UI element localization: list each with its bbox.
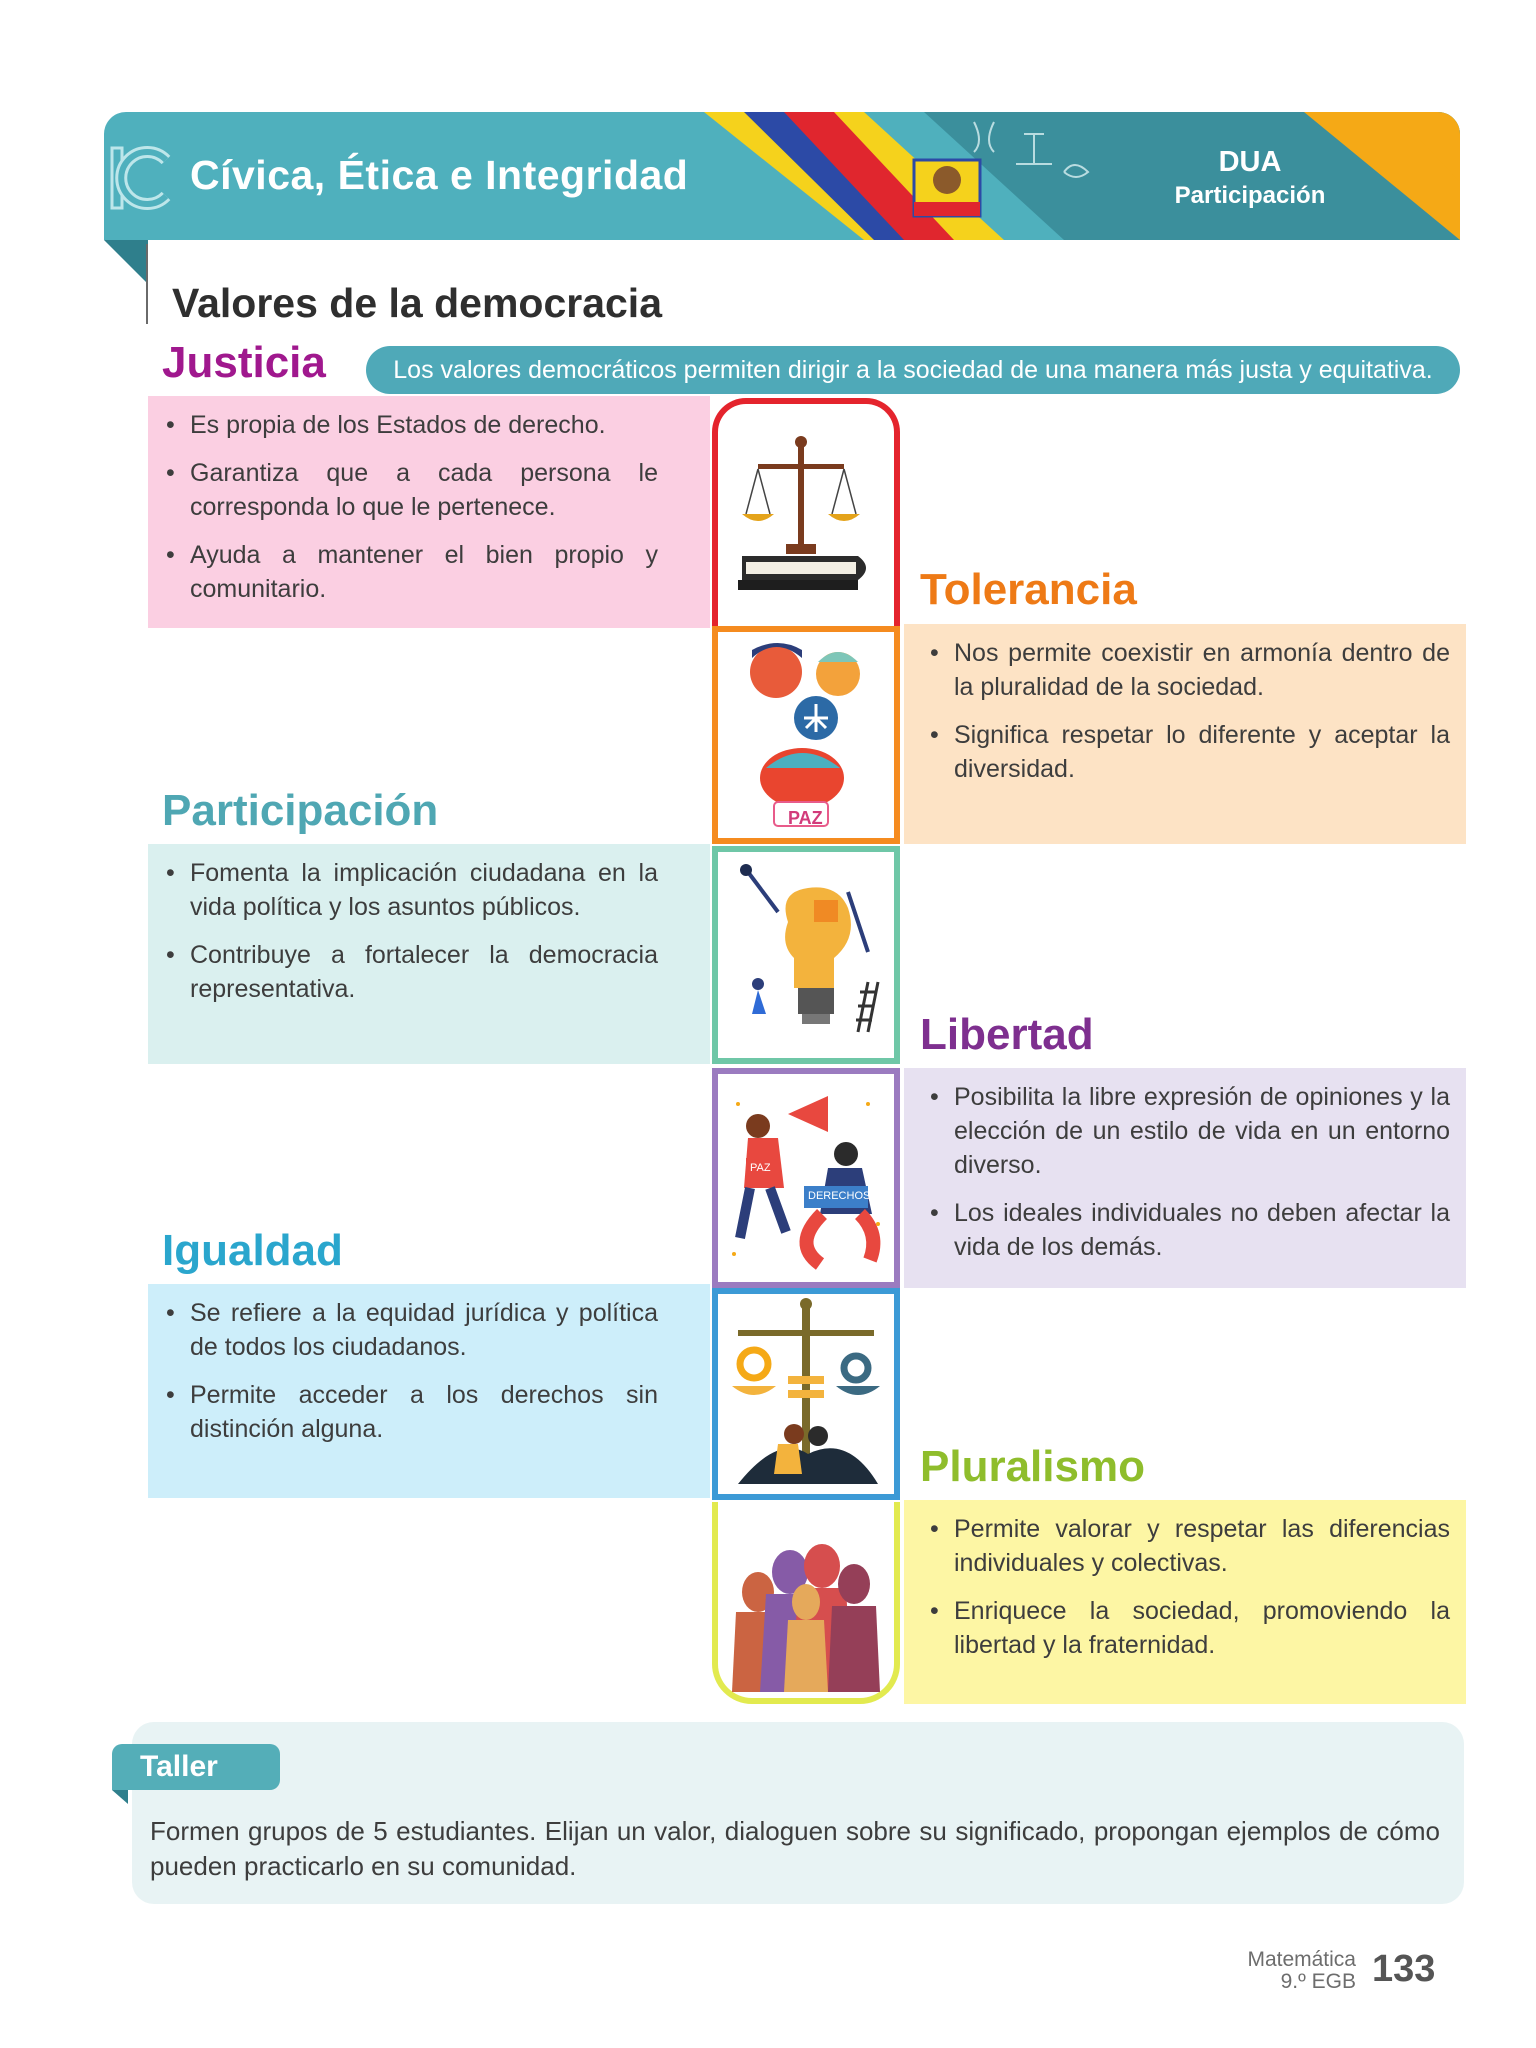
tolerancia-box (904, 624, 1466, 844)
igualdad-bullet: • Se refiere a la equidad jurídica y política de todos los ciudadanos. (160, 1296, 694, 1364)
tolerancia-frame (712, 626, 900, 844)
libertad-bullet: • Los ideales individuales no deben afectar la vida de los demás. (924, 1196, 1450, 1264)
heading-justicia: Justicia (162, 338, 326, 387)
participacion-frame (712, 846, 900, 1064)
heading-igualdad: Igualdad (162, 1226, 343, 1275)
taller-label: Taller (112, 1744, 280, 1790)
igualdad-box (148, 1284, 710, 1498)
justicia-bullet: • Garantiza que a cada persona le corresponda lo que le pertenece. (160, 456, 694, 524)
participacion-bullet: • Contribuye a fortalecer la democracia representativa. (160, 938, 694, 1006)
igualdad-frame (712, 1288, 900, 1500)
participacion-box (148, 844, 710, 1064)
footer-grade: 9.º EGB (1280, 1970, 1356, 1993)
dua-title: DUA (1218, 146, 1282, 178)
pluralismo-box (904, 1500, 1466, 1704)
heading-participacion: Participación (162, 786, 439, 835)
tolerancia-bullet: • Significa respetar lo diferente y aceptar la diversidad. (924, 718, 1450, 786)
paz-sign-text: PAZ (788, 808, 823, 828)
heading-tolerancia: Tolerancia (920, 565, 1137, 614)
puzzle-lightbulb-illustration (718, 852, 894, 1058)
pluralismo-bullet: • Enriquece la sociedad, promoviendo la libertad y la fraternidad. (924, 1594, 1450, 1662)
participacion-bullet: • Fomenta la implicación ciudadana en la vida política y los asuntos públicos. (160, 856, 694, 924)
paz-protest-sign: PAZ (750, 1162, 771, 1174)
taller-instructions: Formen grupos de 5 estudiantes. Elijan un valor, dialoguen sobre su significado, propongan ejemplos de cómo pueden practicarlo en su comunidad. (150, 1816, 1440, 1881)
justicia-bullet: • Ayuda a mantener el bien propio y comunitario. (160, 538, 694, 606)
subject-title: Cívica, Ética e Integridad (190, 152, 689, 198)
tolerancia-bullet: • Nos permite coexistir en armonía dentro de la pluralidad de la sociedad. (924, 636, 1450, 704)
libertad-box (904, 1068, 1466, 1288)
header-fold (104, 240, 148, 284)
intro-banner: Los valores democráticos permiten dirigir a la sociedad de una manera más justa y equitativa. (366, 346, 1460, 394)
justicia-frame (712, 398, 900, 626)
pluralismo-bullet: • Permite valorar y respetar las diferencias individuales y colectivas. (924, 1512, 1450, 1580)
section-rule (146, 244, 148, 324)
equality-scale-illustration (718, 1294, 894, 1494)
page-number: 133 (1372, 1948, 1436, 1990)
libertad-frame (712, 1068, 900, 1288)
ic-logo-icon (110, 142, 172, 214)
justicia-bullet: • Es propia de los Estados de derecho. (160, 408, 694, 442)
libertad-bullet: • Posibilita la libre expresión de opiniones y la elección de un estilo de vida en un entorno diverso. (924, 1080, 1450, 1182)
protest-people-illustration (718, 1074, 894, 1282)
taller-fold (112, 1790, 128, 1804)
footer-subject: Matemática (1247, 1948, 1356, 1971)
scales-book-illustration (718, 404, 894, 626)
igualdad-bullet: • Permite acceder a los derechos sin distinción alguna. (160, 1378, 694, 1446)
dua-subtitle: Participación (1174, 182, 1326, 209)
heading-pluralismo: Pluralismo (920, 1442, 1145, 1491)
justicia-box (148, 396, 710, 628)
diverse-silhouettes-illustration (718, 1502, 894, 1698)
pluralismo-frame (712, 1502, 900, 1704)
section-title: Valores de la democracia (172, 280, 662, 326)
derechos-protest-sign: DERECHOS (808, 1190, 871, 1202)
heading-libertad: Libertad (920, 1010, 1094, 1059)
